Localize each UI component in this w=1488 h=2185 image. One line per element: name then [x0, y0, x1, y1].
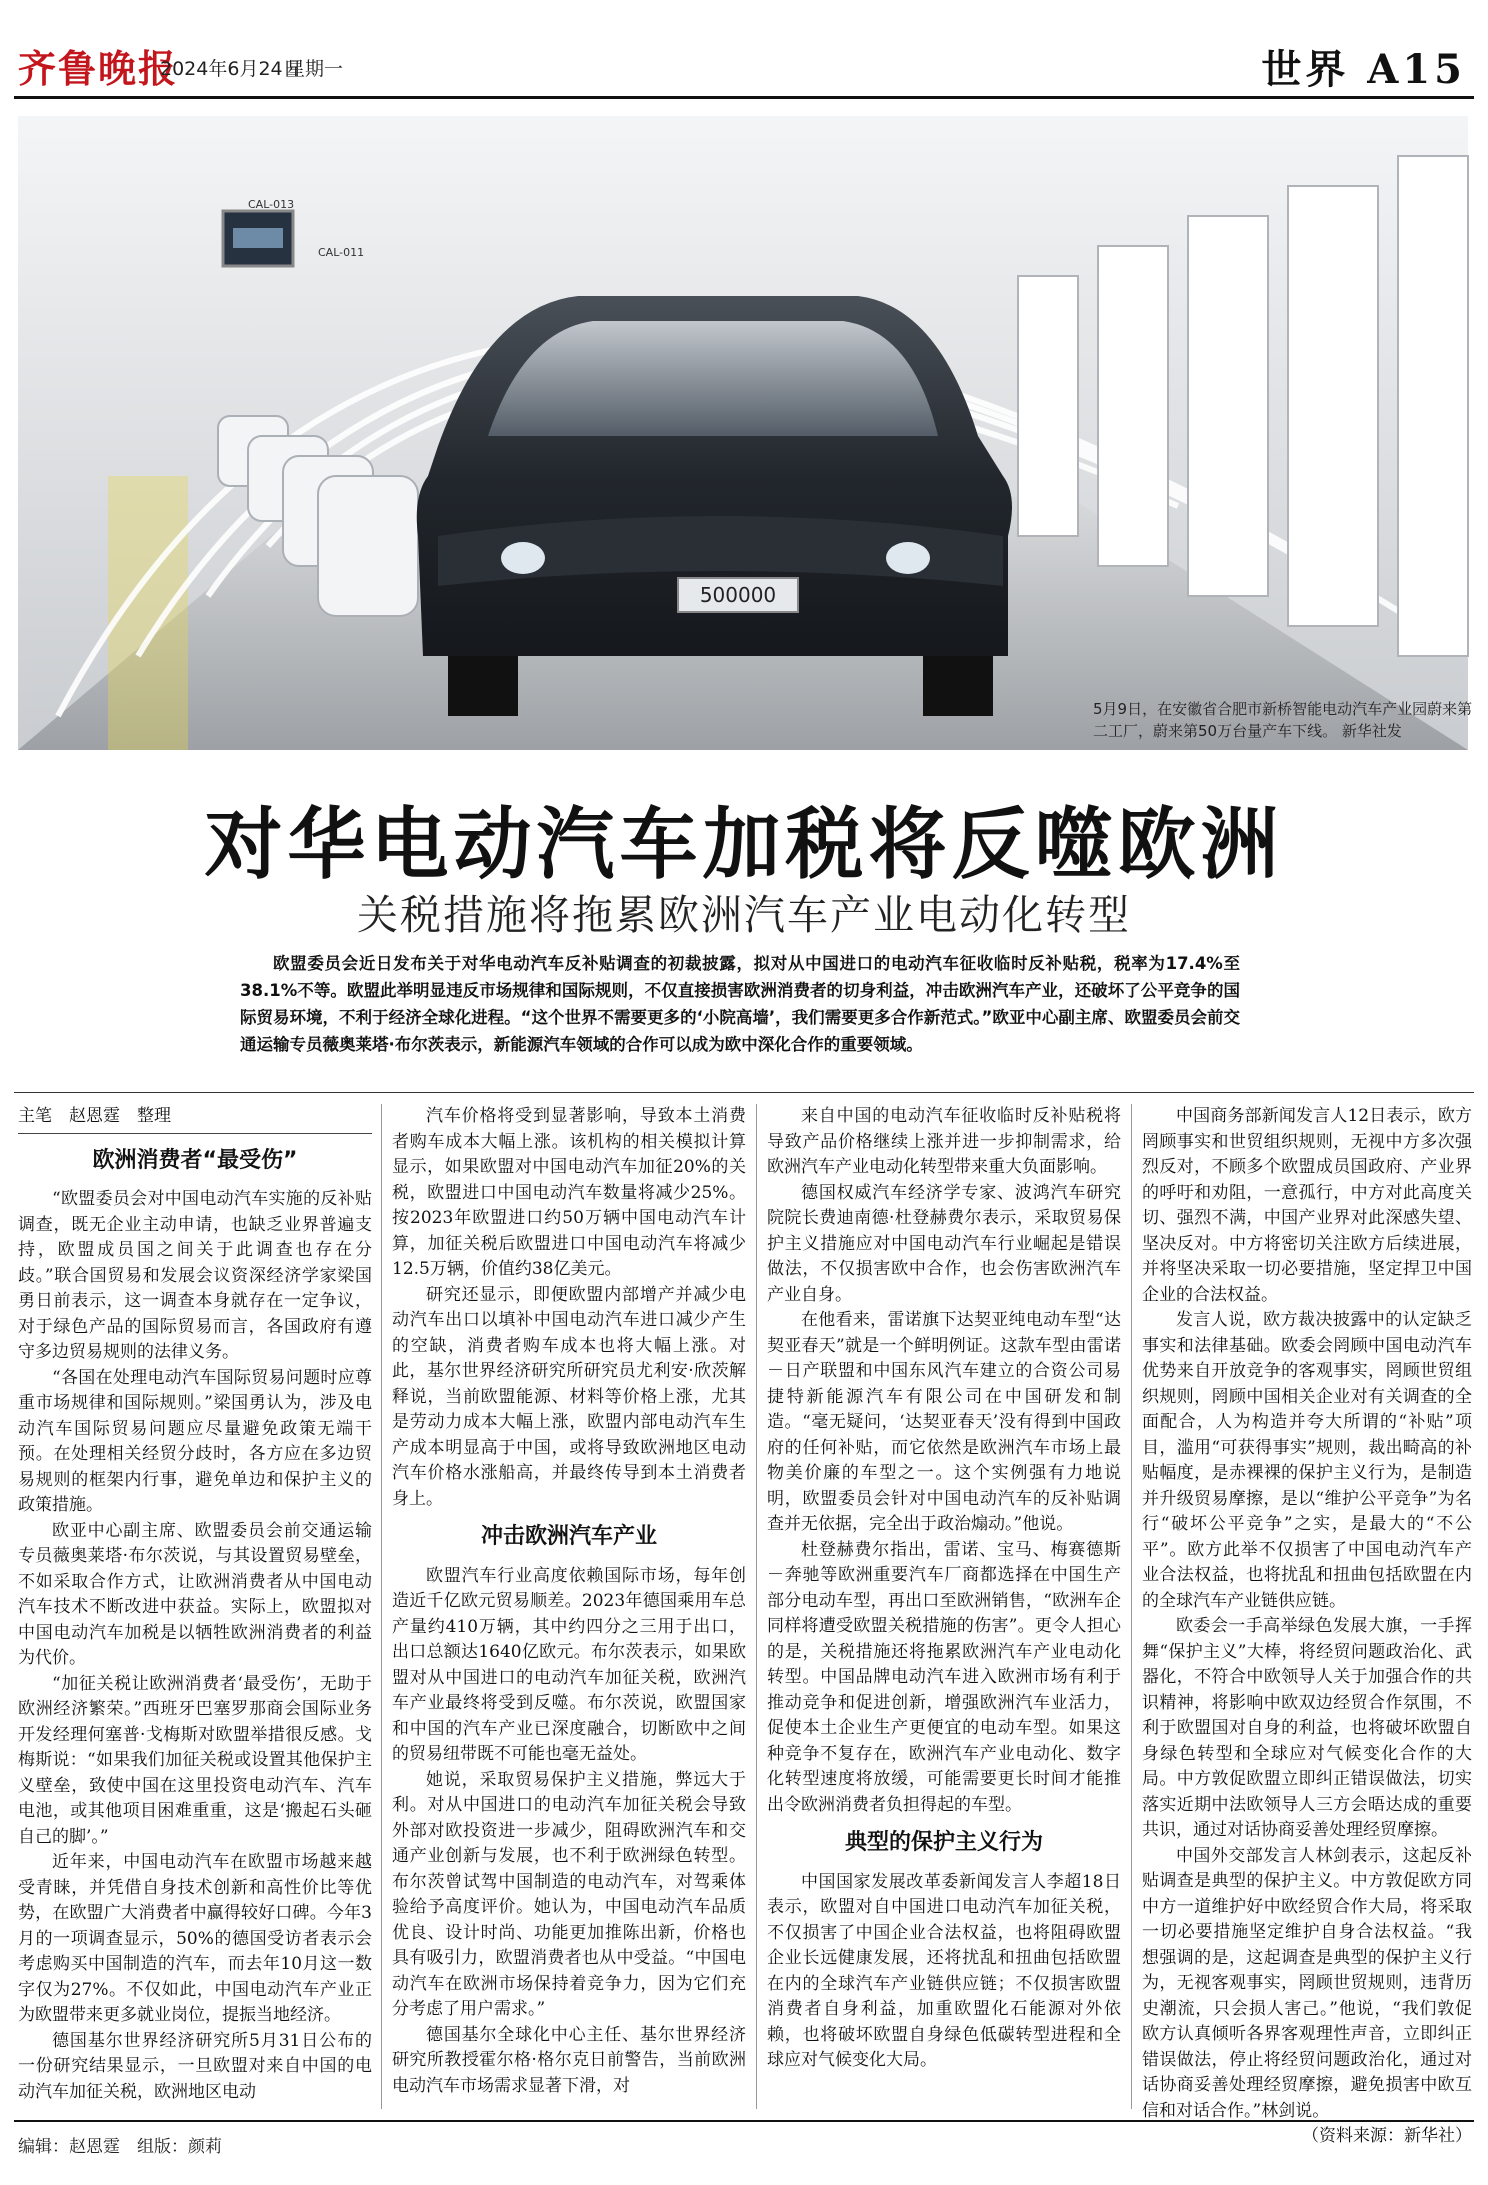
bottom-rule [14, 2120, 1474, 2122]
source-note: （资料来源：新华社） [1302, 2126, 1472, 2146]
byline: 主笔 赵恩霆 整理 [18, 1104, 372, 1134]
paragraph: 杜登赫费尔指出，雷诺、宝马、梅赛德斯－奔驰等欧洲重要汽车厂商都选择在中国生产部分电动车型，再出口至欧洲销售，“欧洲车企同样将遭受欧盟关税措施的伤害”。更令人担心的是，关税措施还将拖累欧洲汽车产业电动化转型。中国品牌电动汽车进入欧洲市场有利于推动竞争和促进创新，增强欧洲汽车业活力，促使本土企业生产更便宜的电动车型。如果这种竞争不复存在，欧洲汽车产业电动化、数字化转型速度将放缓，可能需要更长时间才能推出令欧洲消费者负担得起的车型。 [767, 1539, 1121, 1815]
issue-date: 2024年6月24日 [160, 58, 302, 80]
column-divider [381, 1104, 382, 2109]
factory-photo [18, 116, 1468, 750]
column-divider [756, 1104, 757, 2109]
paragraph: 发言人说，欧方裁决披露中的认定缺乏事实和法律基础。欧委会罔顾中国电动汽车优势来自开放竞争的客观事实，罔顾世贸组织规则，罔顾中国相关企业对有关调查的全面配合，人为构造并夸大所谓的“补贴”项目，滥用“可获得事实”规则，裁出畸高的补贴幅度，是赤裸裸的保护主义行为，是制造并升级贸易摩擦，是以“维护公平竞争”为名行“破坏公平竞争”之实，是最大的“不公平”。欧方此举不仅损害了中国电动汽车产业合法权益，也将扰乱和扭曲包括欧盟在内的全球汽车产业链供应链。 [1142, 1310, 1472, 1611]
editor-credits: 编辑：赵恩霆 组版：颜莉 [18, 2137, 222, 2157]
subheading-protectionism: 典型的保护主义行为 [844, 1830, 1043, 1855]
paragraph: 中国国家发展改革委新闻发言人李超18日表示，欧盟对自中国进口电动汽车加征关税，不仅损害了中国企业合法权益，也将阻碍欧盟企业长远健康发展，还将扰乱和扭曲包括欧盟在内的全球汽车产业链供应链；不仅损害欧盟消费者自身利益，加重欧盟化石能源对外依赖，也将破坏欧盟自身绿色低碳转型进程和全球应对气候变化大局。 [767, 1871, 1121, 2070]
article-column-2 [392, 1104, 746, 2109]
article-column-3 [767, 1104, 1121, 2109]
paragraph: 德国权威汽车经济学专家、波鸿汽车研究院院长费迪南德·杜登赫费尔表示，采取贸易保护主义措施应对中国电动汽车行业崛起是错误做法，不仅损害欧中合作，也会伤害欧洲汽车产业自身。 [767, 1182, 1121, 1305]
article-column-4 [1142, 1104, 1472, 2146]
paragraph: 汽车价格将受到显著影响，导致本土消费者购车成本大幅上涨。该机构的相关模拟计算显示，如果欧盟对中国电动汽车加征20%的关税，欧盟进口中国电动汽车数量将减少25%。按2023年欧盟进口约50万辆中国电动汽车计算，加征关税后欧盟进口中国电动汽车将减少12.5万辆，价值约38亿美元。 [392, 1106, 746, 1279]
paragraph: 来自中国的电动汽车征收临时反补贴税将导致产品价格继续上涨并进一步抑制需求，给欧洲汽车产业电动化转型带来重大负面影响。 [767, 1106, 1121, 1177]
paragraph: 德国基尔全球化中心主任、基尔世界经济研究所教授霍尔格·格尔克日前警告，当前欧洲电动汽车市场需求显著下滑，对 [392, 2024, 746, 2096]
electric-suv [417, 296, 1012, 716]
paragraph: 欧亚中心副主席、欧盟委员会前交通运输专员薇奥莱塔·布尔茨说，与其设置贸易壁垒，不如采取合作方式，让欧洲消费者从中国电动汽车技术不断改进中获益。实际上，欧盟拟对中国电动汽车加税是以牺牲欧洲消费者的利益为代价。 [18, 1520, 372, 1668]
license-plate-text: 500000 [699, 583, 777, 607]
section-rule [14, 1092, 1474, 1093]
top-rule [14, 96, 1474, 99]
article-column-1 [18, 1104, 372, 2109]
paragraph: “各国在处理电动汽车国际贸易问题时应尊重市场规律和国际规则。”梁国勇认为，涉及电动汽车国际贸易问题应尽量避免政策无端干预。在处理相关经贸分歧时，各方应在多边贸易规则的框架内行事，避免单边和保护主义的政策措施。 [18, 1367, 372, 1515]
issue-weekday: 星期一 [286, 58, 344, 80]
paragraph: 德国基尔世界经济研究所5月31日公布的一份研究结果显示，一旦欧盟对来自中国的电动汽车加征关税，欧洲地区电动 [18, 2030, 372, 2102]
paragraph: 欧委会一手高举绿色发展大旗，一手挥舞“保护主义”大棒，将经贸问题政治化、武器化，不符合中欧领导人关于加强合作的共识精神，将影响中欧双边经贸合作氛围，不利于欧盟国对自身的利益，也将破坏欧盟自身绿色转型和全球应对气候变化合作的大局。中方敦促欧盟立即纠正错误做法，切实落实近期中法欧领导人三方会晤达成的重要共识，通过对话协商妥善处理经贸摩擦。 [1142, 1616, 1472, 1840]
column-divider [1131, 1104, 1132, 2109]
paragraph: 欧盟汽车行业高度依赖国际市场，每年创造近千亿欧元贸易顺差。2023年德国乘用车总产量约410万辆，其中约四分之三用于出口，出口总额达1640亿欧元。布尔茨表示，如果欧盟对从中国进口的电动汽车加征关税，欧洲汽车产业最终将受到反噬。布尔茨说，欧盟国家和中国的汽车产业已深度融合，切断欧中之间的贸易纽带既不可能也毫无益处。 [392, 1565, 746, 1764]
paragraph: “加征关税让欧洲消费者‘最受伤’，无助于欧洲经济繁荣。”西班牙巴塞罗那商会国际业务开发经理何塞普·戈梅斯对欧盟举措很反感。戈梅斯说：“如果我们加征关税或设置其他保护主义壁垒，致使中国在这里投资电动汽车、汽车电池，或其他项目困难重重，这是‘搬起石头砸自己的脚’。” [18, 1673, 372, 1847]
paragraph: 研究还显示，即便欧盟内部增产并减少电动汽车出口以填补中国电动汽车进口减少产生的空缺，消费者购车成本也将大幅上涨。对此，基尔世界经济研究所研究员尤利安·欣茨解释说，当前欧盟能源、材料等价格上涨，尤其是劳动力成本大幅上涨，欧盟内部电动汽车生产成本明显高于中国，或将导致欧洲地区电动汽车价格水涨船高，并最终传导到本土消费者身上。 [392, 1284, 746, 1509]
lead-paragraph: 欧盟委员会近日发布关于对华电动汽车反补贴调查的初裁披露，拟对从中国进口的电动汽车征收临时反补贴税，税率为17.4%至38.1%不等。欧盟此举明显违反市场规律和国际规则，不仅直接损害欧洲消费者的切身利益，冲击欧洲汽车产业，还破坏了公平竞争的国际贸易环境，不利于经济全球化进程。“这个世界不需要更多的‘小院高墙’，我们需要更多合作新范式。”欧亚中心副主席、欧盟委员会前交通运输专员薇奥莱塔·布尔茨表示，新能源汽车领域的合作可以成为欧中深化合作的重要领域。 [240, 954, 1240, 1054]
photo-caption: 5月9日，在安徽省合肥市新桥智能电动汽车产业园蔚来第二工厂，蔚来第50万台量产车下线。 新华社发 [1093, 700, 1473, 740]
paragraph: 近年来，中国电动汽车在欧盟市场越来越受青睐，并凭借自身技术创新和高性价比等优势，在欧盟广大消费者中赢得较好口碑。今年3月的一项调查显示，50%的德国受访者表示会考虑购买中国制造的汽车，而去年10月这一数字仅为27%。不仅如此，中国电动汽车产业正为欧盟带来更多就业岗位，提振当地经济。 [18, 1852, 372, 2025]
sub-headline: 关税措施将拖累欧洲汽车产业电动化转型 [357, 891, 1131, 939]
subheading-industry: 冲击欧洲汽车产业 [480, 1524, 657, 1549]
station-sign-1: CAL-013 [248, 198, 295, 211]
paragraph: “欧盟委员会对中国电动汽车实施的反补贴调查，既无企业主动申请，也缺乏业界普遍支持，欧盟成员国之间关于此调查也存在分歧。”联合国贸易和发展会议资深经济学家梁国勇日前表示，这一调查本身就存在一定争议，对于绿色产品的国际贸易而言，各国政府有遵守多边贸易规则的法律义务。 [18, 1189, 372, 1362]
paragraph: 在他看来，雷诺旗下达契亚纯电动车型“达契亚春天”就是一个鲜明例证。这款车型由雷诺－日产联盟和中国东风汽车建立的合资公司易捷特新能源汽车有限公司在中国研发和制造。“毫无疑问，‘达契亚春天’没有得到中国政府的任何补贴，而它依然是欧洲汽车市场上最物美价廉的车型之一。这个实例强有力地说明，欧盟委员会针对中国电动汽车的反补贴调查并无依据，完全出于政治煽动。”他说。 [767, 1310, 1121, 1534]
factory-photo-illustration [18, 116, 1468, 750]
paragraph: 中国外交部发言人林剑表示，这起反补贴调查是典型的保护主义。中方敦促欧方同中方一道维护好中欧经贸合作大局，将采取一切必要措施坚定维护自身合法权益。“我想强调的是，这起调查是典型的保护主义行为，无视客观事实，罔顾世贸规则，违背历史潮流，只会损人害己。”他说，“我们敦促欧方认真倾听各界客观理性声音，立即纠正错误做法，停止将经贸问题政治化，通过对话协商妥善处理经贸摩擦，避免损害中欧互信和对话合作。”林剑说。 [1142, 1845, 1472, 2121]
main-headline: 对华电动汽车加税将反噬欧洲 [204, 800, 1284, 890]
section-page-label: 世界 A15 [1261, 46, 1466, 93]
newspaper-logo: 齐鲁晚报 [18, 46, 179, 91]
paragraph: 中国商务部新闻发言人12日表示，欧方罔顾事实和世贸组织规则，无视中方多次强烈反对，不顾多个欧盟成员国政府、产业界的呼吁和劝阻，一意孤行，中方对此高度关切、强烈不满，中国产业界对此深感失望、坚决反对。中方将密切关注欧方后续进展，并将坚决采取一切必要措施，坚定捍卫中国企业的合法权益。 [1142, 1106, 1472, 1305]
subheading-consumers: 欧洲消费者“最受伤” [92, 1147, 298, 1173]
station-sign-2: CAL-011 [318, 246, 365, 259]
paragraph: 她说，采取贸易保护主义措施，弊远大于利。对从中国进口的电动汽车加征关税会导致外部对欧投资进一步减少，阻碍欧洲汽车和交通产业创新与发展，也不利于欧洲绿色转型。布尔茨曾试驾中国制造的电动汽车，对驾乘体验给予高度评价。她认为，中国电动汽车品质优良、设计时尚、功能更加推陈出新，价格也具有吸引力，欧盟消费者也从中受益。“中国电动汽车在欧洲市场保持着竞争力，因为它们充分考虑了用户需求。” [392, 1769, 746, 2019]
